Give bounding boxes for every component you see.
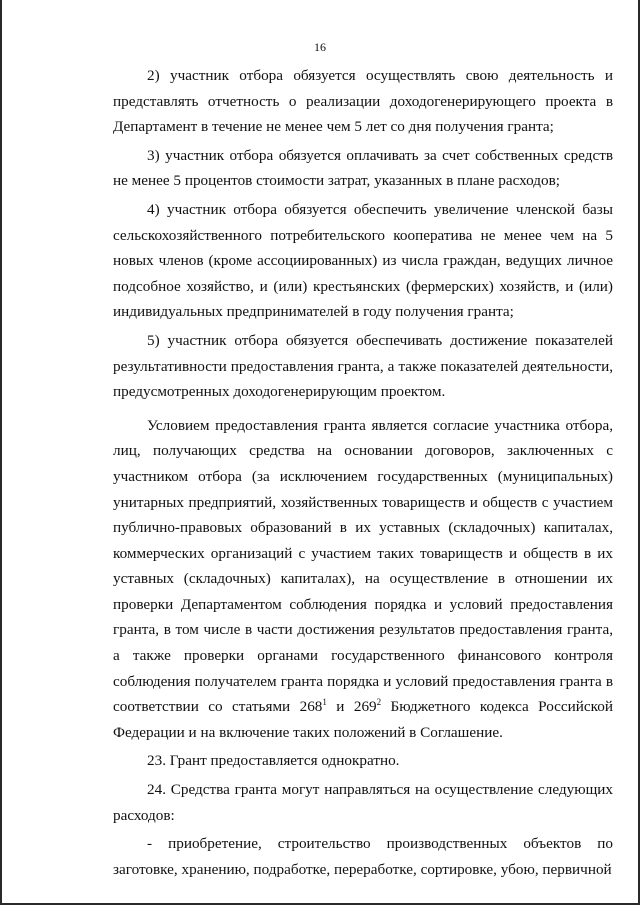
condition-text-end: Бюджетного кодекса Российской Федерации и на включение таких положений в Соглашение. bbox=[113, 698, 613, 741]
paragraph-23: 23. Грант предоставляется однократно. bbox=[147, 752, 400, 770]
paragraph-item-5: 5) участник отбора обязуется обеспечивать достижение показателей результативности предоставления гранта, а также показателей деятельности, предусмотренных доходогенерирующим проектом. bbox=[113, 331, 613, 401]
paragraph-expense-item: - приобретение, строительство производственных объектов по заготовке, хранению, подработке, переработке, сортировке, убою, первичной bbox=[113, 835, 613, 878]
paragraph-item-4: 4) участник отбора обязуется обеспечить увеличение членской базы сельскохозяйственного потребительского кооператива не менее чем на 5 новых членов (кроме ассоциированных) из числа граждан, ведущих личное подсобное хозяйство, и (или) крестьянских (фермерских) хозяйств, и (или) индивидуальных предпринимателей в году получения гранта; bbox=[113, 200, 613, 321]
document-body bbox=[113, 63, 613, 882]
paragraph-condition bbox=[113, 413, 613, 746]
paragraph-24: 24. Средства гранта могут направляться на осуществление следующих расходов: bbox=[113, 781, 613, 824]
paragraph-item-3: 3) участник отбора обязуется оплачивать за счет собственных средств не менее 5 процентов стоимости затрат, указанных в плане расходов; bbox=[113, 146, 613, 190]
scan-left-edge bbox=[0, 0, 2, 905]
superscript-2: 2 bbox=[376, 697, 382, 708]
condition-text-start: Условием предоставления гранта является согласие участника отбора, лиц, получающих средства на основании договоров, заключенных с участником отбора (за исключением государственных (муниципальных) унитарных предприятий, хозяйственных товариществ и обществ с участием публично-правовых образований в их уставных (складочных) капиталах, коммерческих организаций с участием таких товариществ и обществ в их уставных (складочных) капиталах), на осуществление в отношении их проверки Департаментом соблюдения порядка и условий предоставления гранта, в том числе в части достижения результатов предоставления гранта, а также проверки органами государственного финансового контроля соблюдения получателем гранта порядка и условий предоставления гранта в соответствии со статьями 268 bbox=[113, 416, 613, 716]
page-number: 16 bbox=[314, 40, 326, 54]
paragraph-item-2: 2) участник отбора обязуется осуществлять свою деятельность и представлять отчетность о реализации доходогенерирующего проекта в Департамент в течение не менее чем 5 лет со дня получения гранта; bbox=[113, 67, 613, 136]
superscript-1: 1 bbox=[322, 697, 327, 708]
condition-text-mid: и 269 bbox=[326, 698, 377, 716]
